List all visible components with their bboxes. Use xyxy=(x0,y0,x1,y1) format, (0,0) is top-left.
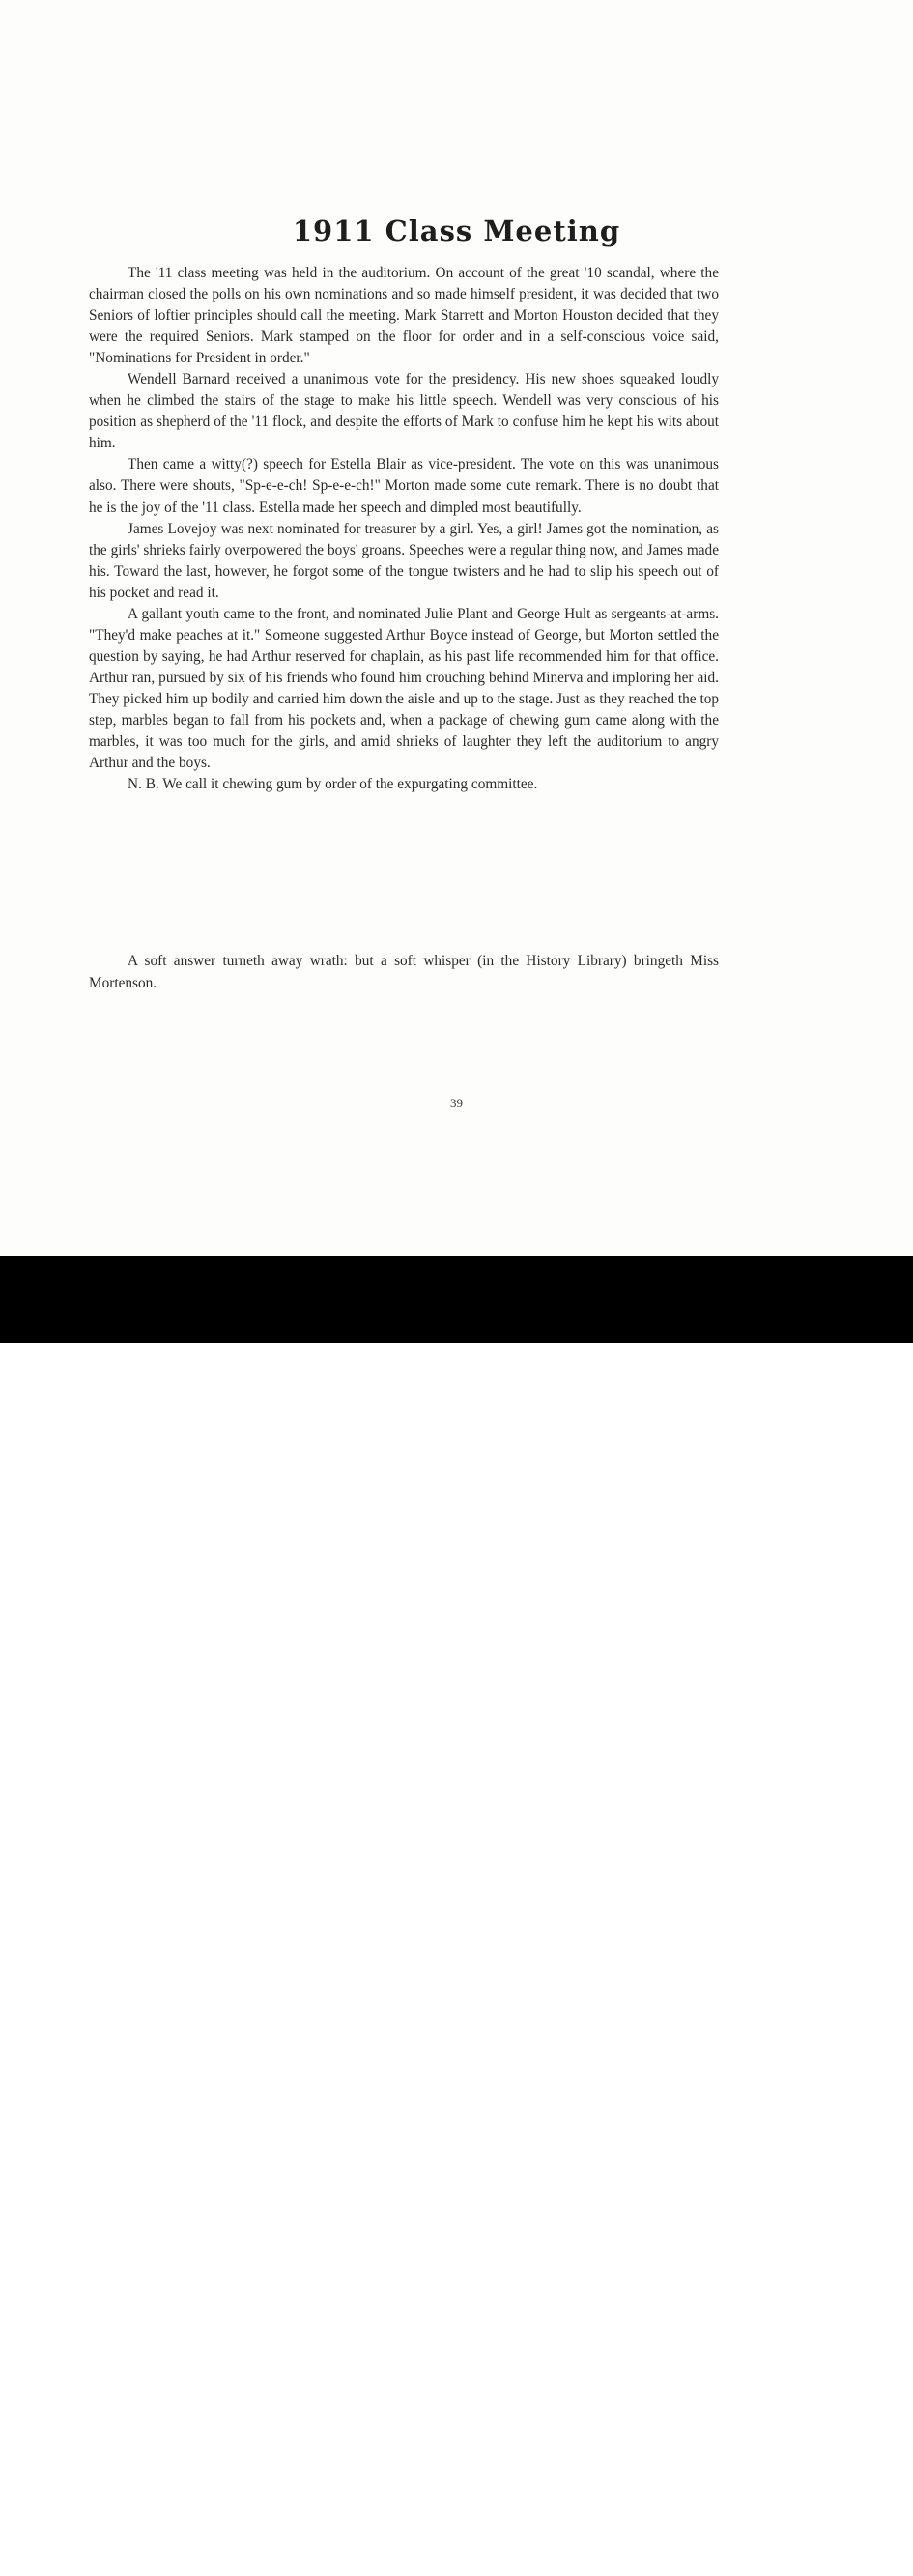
watermark-footer xyxy=(0,1256,913,2576)
document-page xyxy=(0,0,913,1256)
site-url: www.alamy.com xyxy=(767,2558,884,2575)
proverb: A soft answer turneth away wrath: but a soft whisper (in the History Library) bringeth Miss Mortenson. xyxy=(89,953,719,991)
alamy-logo: alamy xyxy=(35,2524,184,2576)
paragraph: Then came a witty(?) speech for Estella Blair as vice-president. The vote on this was unanimous also. There were shouts, "Sp-e-e-ch! Sp-e-e-ch!" Morton made some cute remark. There is no doubt that he is the joy of the '11 class. Estella made her speech and dimpled most beautifully. xyxy=(89,456,719,516)
page-number: 39 xyxy=(450,1096,463,1110)
paragraph: James Lovejoy was next nominated for treasurer by a girl. Yes, a girl! James got the nomination, as the girls' shrieks fairly overpowered the boys' groans. Speeches were a regular thing now, and James made his. Toward the last, however, he forgot some of the tongue twisters and he had to slip his speech out of his pocket and read it. xyxy=(89,520,719,601)
image-id-label: Image ID: 3AA901B xyxy=(742,2535,884,2553)
paragraph: A gallant youth came to the front, and nominated Julie Plant and George Hult as sergeants-at-arms. "They'd make peaches at it." Someone suggested Arthur Boyce instead of George, but Morton settled the question by saying, he had Arthur reserved for chaplain, as his past life recommended him for that office. Arthur ran, pursued by six of his friends who found him crouching behind Minerva and imploring her aid. They picked him up bodily and carried him down the aisle and up to the stage. Just as they reached the top step, marbles began to fall from his pockets and, when a package of chewing gum came along with the marbles, it was too much for the girls, and amid shrieks of laughter they left the auditorium to angry Arthur and the boys. xyxy=(89,605,719,772)
paragraph: N. B. We call it chewing gum by order of the expurgating committee. xyxy=(128,776,538,793)
page-title: 1911 Class Meeting xyxy=(292,215,621,247)
paragraph: The '11 class meeting was held in the auditorium. On account of the great '10 scandal, where the chairman closed the polls on his own nominations and so made himself president, it was decided that two Seniors of loftier principles should call the meeting. Mark Starrett and Morton Houston decided that they were the required Seniors. Mark stamped on the floor for order and in a self-conscious voice said, "Nominations for President in order." xyxy=(89,265,719,367)
paragraph: Wendell Barnard received a unanimous vote for the presidency. His new shoes squeaked loudly when he climbed the stairs of the stage to make his little speech. Wendell was very conscious of his position as shepherd of the '11 flock, and despite the efforts of Mark to confuse him he kept his wits about him. xyxy=(89,371,719,452)
article-body xyxy=(89,263,719,795)
